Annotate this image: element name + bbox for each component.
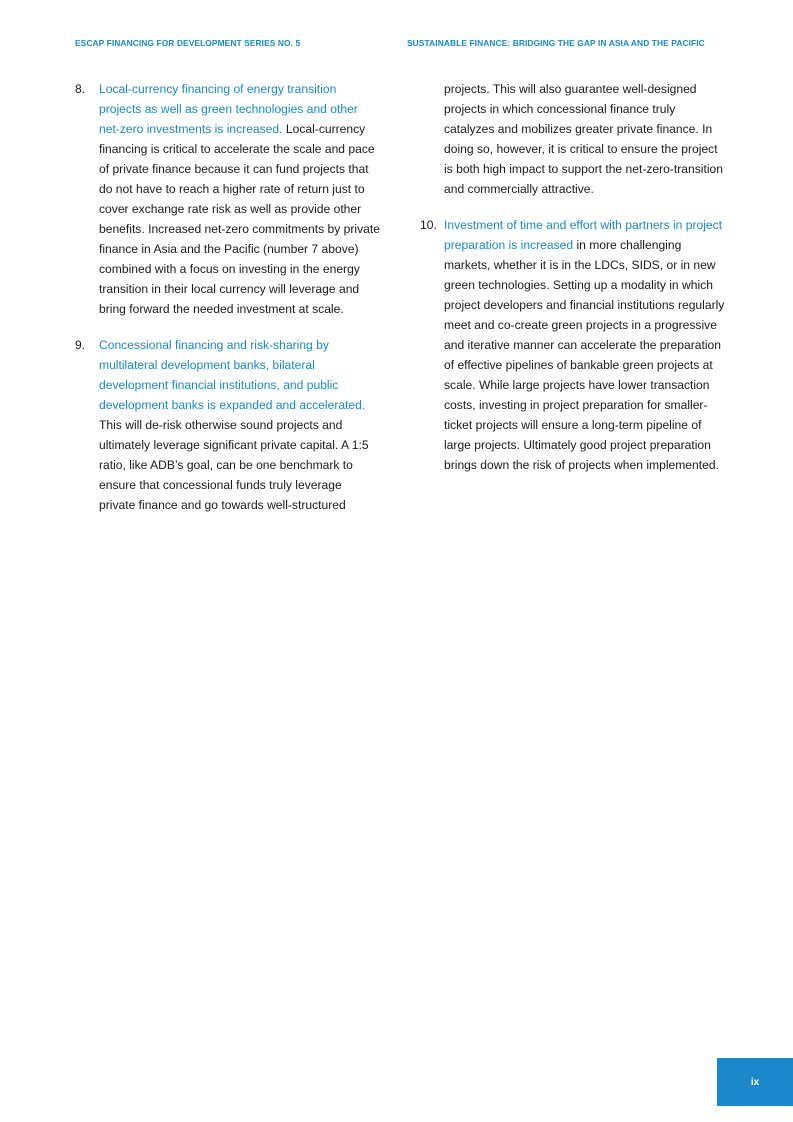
list-item-highlight: Concessional financing and risk-sharing by multilateral development banks, bilateral development financial institutions, and public development banks is expanded and accelerated. [99, 338, 366, 412]
list-item-highlight: Local-currency financing of energy transition projects as well as green technologies and other net-zero investments is increased. [99, 82, 358, 136]
page-number-badge [717, 1058, 793, 1106]
list-item-text [99, 335, 380, 515]
page-number: ix [750, 1076, 760, 1088]
left-column [75, 79, 380, 515]
list-item-text [99, 79, 380, 319]
list-item-number: 9. [75, 338, 86, 352]
list-item-text [444, 215, 725, 475]
list-item-body: in more challenging markets, whether it is in the LDCs, SIDS, or in new green technologies. Setting up a modality in which project developers and financial institutions regularly meet and co-create green projects in a progressive and iterative manner can accelerate the preparation of effective pipelines of bankable green projects at scale. While large projects have lower transaction costs, investing in project preparation for smaller-ticket projects will ensure a long-term pipeline of large projects. Ultimately good project preparation brings down the risk of projects when implemented. [444, 238, 725, 472]
list-item-10 [420, 215, 725, 475]
list-item-number: 8. [75, 82, 86, 96]
list-item-9 [75, 335, 380, 515]
running-header-series: ESCAP FINANCING FOR DEVELOPMENT SERIES NO. 5 [75, 38, 301, 48]
list-item-9-continuation: projects. This will also guarantee well-designed projects in which concessional finance truly catalyzes and mobilizes greater private finance. In doing so, however, it is critical to ensure the project is both high impact to support the net-zero-transition and commercially attractive. [444, 82, 723, 196]
list-item-number: 10. [420, 218, 437, 232]
right-column [420, 79, 725, 475]
list-item-highlight: Investment of time and effort with partners in project preparation is increased [444, 218, 723, 252]
list-item-body: Local-currency financing is critical to accelerate the scale and pace of private finance because it can fund projects that do not have to reach a higher rate of return just to cover exchange rate risk as well as provide other benefits. Increased net-zero commitments by private finance in Asia and the Pacific (number 7 above) combined with a focus on investing in the energy transition in their local currency will leverage and bring forward the needed investment at scale. [99, 122, 380, 316]
list-item-8 [75, 79, 380, 319]
list-item-body: This will de-risk otherwise sound projects and ultimately leverage significant private capital. A 1:5 ratio, like ADB’s goal, can be one benchmark to ensure that concessional funds truly leverage private finance and go towards well-structured [99, 418, 369, 512]
running-header-title: SUSTAINABLE FINANCE: BRIDGING THE GAP IN ASIA AND THE PACIFIC [407, 38, 705, 48]
